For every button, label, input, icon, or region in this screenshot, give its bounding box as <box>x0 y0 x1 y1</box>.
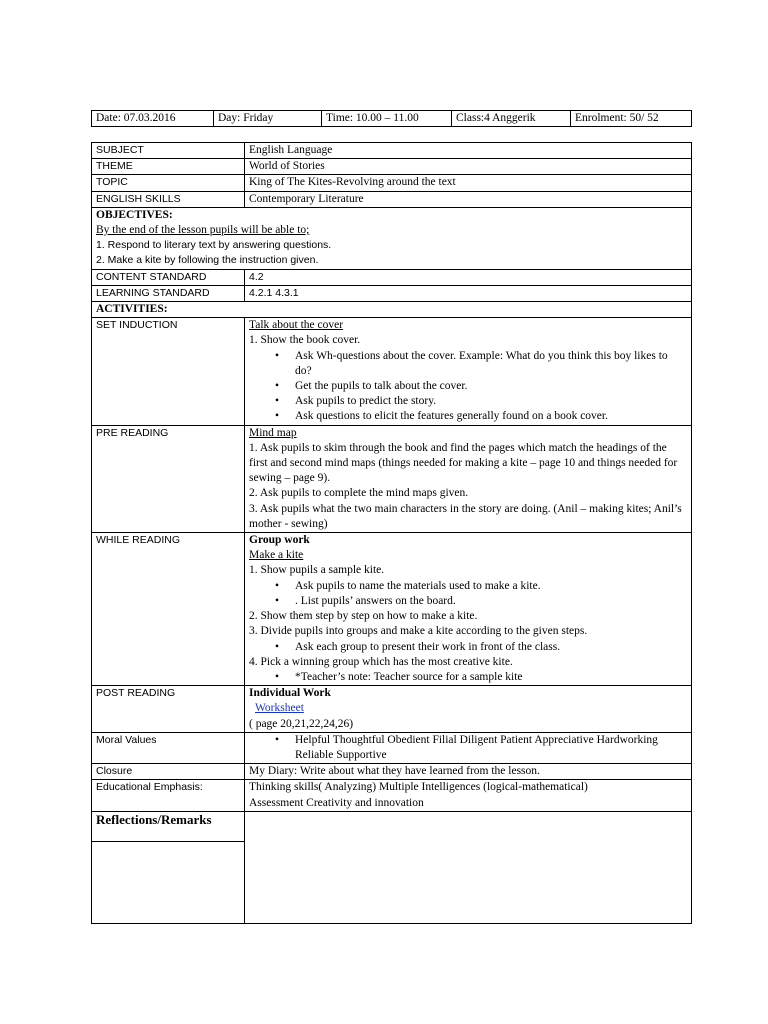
post-reading-content <box>245 686 692 733</box>
objectives-row <box>92 207 692 269</box>
objectives-intro: By the end of the lesson pupils will be able to; <box>96 224 310 237</box>
set-induction-step: 1. Show the book cover. <box>249 334 361 347</box>
closure-label: Closure <box>92 764 245 780</box>
topic-label: TOPIC <box>92 175 245 191</box>
subject-value: English Language <box>245 143 692 159</box>
list-item: • Ask pupils to name the materials used to make a kite. <box>295 579 687 594</box>
activities-heading: ACTIVITIES: <box>92 302 692 318</box>
skills-row <box>92 191 692 207</box>
while-reading-content <box>245 533 692 686</box>
moral-values-list <box>249 733 687 763</box>
moral-values-content <box>245 732 692 763</box>
skills-value: Contemporary Literature <box>245 191 692 207</box>
theme-row <box>92 159 692 175</box>
reflections-blank-cell <box>92 841 245 923</box>
post-reading-label: POST READING <box>92 686 245 733</box>
while-reading-heading: Group work <box>249 534 310 547</box>
post-reading-pages: ( page 20,21,22,24,26) <box>249 717 354 730</box>
topic-value: King of The Kites-Revolving around the text <box>245 175 692 191</box>
pre-reading-row <box>92 425 692 532</box>
list-item: • Ask each group to present their work in front of the class. <box>295 640 687 655</box>
educational-emphasis-line: Assessment Creativity and innovation <box>249 796 424 809</box>
list-item: • *Teacher’s note: Teacher source for a sample kite <box>295 670 687 685</box>
list-item: • Get the pupils to talk about the cover. <box>295 379 687 394</box>
post-reading-row <box>92 686 692 733</box>
list-item: • . List pupils’ answers on the board. <box>295 594 687 609</box>
while-reading-bullets <box>249 670 687 685</box>
pre-reading-line: 2. Ask pupils to complete the mind maps given. <box>249 487 469 500</box>
while-reading-step: 2. Show them step by step on how to make a kite. <box>249 610 478 623</box>
educational-emphasis-content <box>245 780 692 811</box>
lesson-header-table <box>91 110 692 127</box>
skills-label: ENGLISH SKILLS <box>92 191 245 207</box>
closure-value: My Diary: Write about what they have learned from the lesson. <box>245 764 692 780</box>
set-induction-content <box>245 318 692 425</box>
class-cell: Class:4 Anggerik <box>452 111 571 127</box>
while-reading-bullets <box>249 579 687 609</box>
reflections-row <box>92 811 692 841</box>
while-reading-title: Make a kite <box>249 549 304 562</box>
objectives-cell <box>92 207 692 269</box>
moral-values-row <box>92 732 692 763</box>
lesson-plan-table <box>91 142 692 924</box>
moral-values-label: Moral Values <box>92 732 245 763</box>
activities-row <box>92 302 692 318</box>
set-induction-title: Talk about the cover <box>249 319 344 332</box>
learning-standard-value: 4.2.1 4.3.1 <box>245 285 692 301</box>
pre-reading-line: 3. Ask pupils what the two main characters in the story are doing. (Anil – making kites; Anil’s mother - sewing) <box>249 502 682 530</box>
list-item: • Ask pupils to predict the story. <box>295 394 687 409</box>
subject-row <box>92 143 692 159</box>
reflections-content[interactable] <box>245 811 692 923</box>
pre-reading-line: 1. Ask pupils to skim through the book and find the pages which match the headings of the first and second mind maps (things needed for making a kite – page 10 and things needed for sewing – page 9). <box>249 441 678 485</box>
while-reading-label: WHILE READING <box>92 533 245 686</box>
while-reading-bullets <box>249 640 687 655</box>
objectives-heading: OBJECTIVES: <box>96 208 173 221</box>
while-reading-step: 4. Pick a winning group which has the most creative kite. <box>249 655 513 668</box>
set-induction-label: SET INDUCTION <box>92 318 245 425</box>
while-reading-step: 3. Divide pupils into groups and make a kite according to the given steps. <box>249 625 588 638</box>
pre-reading-title: Mind map <box>249 426 297 439</box>
topic-row <box>92 175 692 191</box>
time-cell: Time: 10.00 – 11.00 <box>322 111 452 127</box>
objective-item: 1. Respond to literary text by answering questions. <box>96 239 332 252</box>
set-induction-bullets <box>249 349 687 425</box>
educational-emphasis-label: Educational Emphasis: <box>92 780 245 811</box>
pre-reading-label: PRE READING <box>92 425 245 532</box>
educational-emphasis-row <box>92 780 692 811</box>
while-reading-row <box>92 533 692 686</box>
content-standard-value: 4.2 <box>245 269 692 285</box>
learning-standard-label: LEARNING STANDARD <box>92 285 245 301</box>
objective-item: 2. Make a kite by following the instruction given. <box>96 254 319 267</box>
theme-value: World of Stories <box>245 159 692 175</box>
set-induction-row <box>92 318 692 425</box>
educational-emphasis-line: Thinking skills( Analyzing) Multiple Intelligences (logical-mathematical) <box>249 781 588 794</box>
list-item: • Helpful Thoughtful Obedient Filial Diligent Patient Appreciative Hardworking Reliable Supportive <box>295 733 687 763</box>
day-cell: Day: Friday <box>214 111 322 127</box>
date-cell: Date: 07.03.2016 <box>92 111 214 127</box>
content-standard-row <box>92 269 692 285</box>
content-standard-label: CONTENT STANDARD <box>92 269 245 285</box>
learning-standard-row <box>92 285 692 301</box>
enrolment-cell: Enrolment: 50/ 52 <box>571 111 692 127</box>
post-reading-heading: Individual Work <box>249 687 331 700</box>
worksheet-link[interactable]: Worksheet <box>255 702 304 715</box>
theme-label: THEME <box>92 159 245 175</box>
closure-row <box>92 764 692 780</box>
pre-reading-content <box>245 425 692 532</box>
list-item: • Ask Wh-questions about the cover. Example: What do you think this boy likes to do? <box>295 349 687 379</box>
reflections-label: Reflections/Remarks <box>92 811 245 841</box>
while-reading-step: 1. Show pupils a sample kite. <box>249 564 385 577</box>
subject-label: SUBJECT <box>92 143 245 159</box>
list-item: • Ask questions to elicit the features generally found on a book cover. <box>295 409 687 424</box>
